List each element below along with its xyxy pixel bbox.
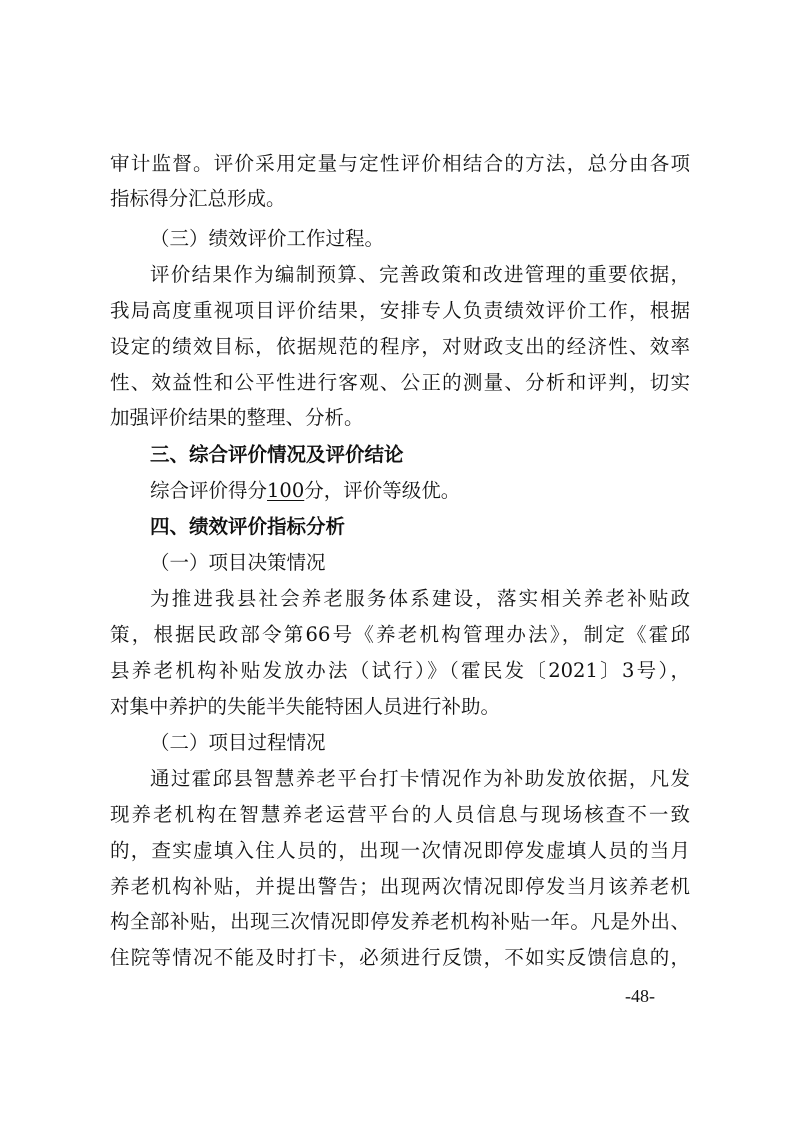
body-line: 加强评价结果的整理、分析。	[110, 406, 364, 429]
body-line: 评价结果作为编制预算、完善政策和改进管理的重要依据，	[150, 263, 690, 286]
body-line: 为推进我县社会养老服务体系建设，落实相关养老补贴政	[150, 587, 690, 610]
score-line	[150, 478, 690, 504]
body-line: 对集中养护的失能半失能特困人员进行补助。	[110, 695, 501, 718]
body-line: 我局高度重视项目评价结果，安排专人负责绩效评价工作，根据	[110, 299, 690, 322]
section-subheading: （一）项目决策情况	[150, 551, 326, 574]
body-line: 养老机构补贴，并提出警告；出现两次情况即停发当月该养老机	[110, 875, 690, 898]
body-line: 县养老机构补贴发放办法（试行）》（霍民发〔2021〕3号），	[110, 659, 690, 682]
score-value: 100	[267, 479, 305, 502]
section-heading: 三、综合评价情况及评价结论	[150, 443, 404, 466]
section-subheading: （二）项目过程情况	[150, 731, 326, 754]
body-line: 设定的绩效目标，依据规范的程序，对财政支出的经济性、效率	[110, 335, 690, 358]
section-subheading: （三）绩效评价工作过程。	[150, 227, 385, 250]
body-line: 构全部补贴，出现三次情况即停发养老机构补贴一年。凡是外出、	[110, 910, 690, 933]
section-heading: 四、绩效评价指标分析	[150, 515, 346, 538]
body-line: 通过霍邱县智慧养老平台打卡情况作为补助发放依据，凡发	[150, 767, 690, 790]
body-line: 现养老机构在智慧养老运营平台的人员信息与现场核查不一致	[110, 803, 690, 826]
body-line: 住院等情况不能及时打卡，必须进行反馈，不如实反馈信息的，	[110, 946, 690, 969]
body-line: 的，查实虚填入住人员的，出现一次情况即停发虚填人员的当月	[110, 839, 690, 862]
body-line: 审计监督。评价采用定量与定性评价相结合的方法，总分由各项	[110, 152, 690, 175]
body-line: 指标得分汇总形成。	[110, 187, 286, 210]
score-suffix: 分，评价等级优。	[304, 479, 461, 502]
body-line: 策，根据民政部令第66号《养老机构管理办法》，制定《霍邱	[110, 623, 690, 646]
page-number: -48-	[625, 986, 655, 1006]
body-line: 性、效益性和公平性进行客观、公正的测量、分析和评判，切实	[110, 371, 690, 394]
score-prefix: 综合评价得分	[150, 479, 268, 502]
